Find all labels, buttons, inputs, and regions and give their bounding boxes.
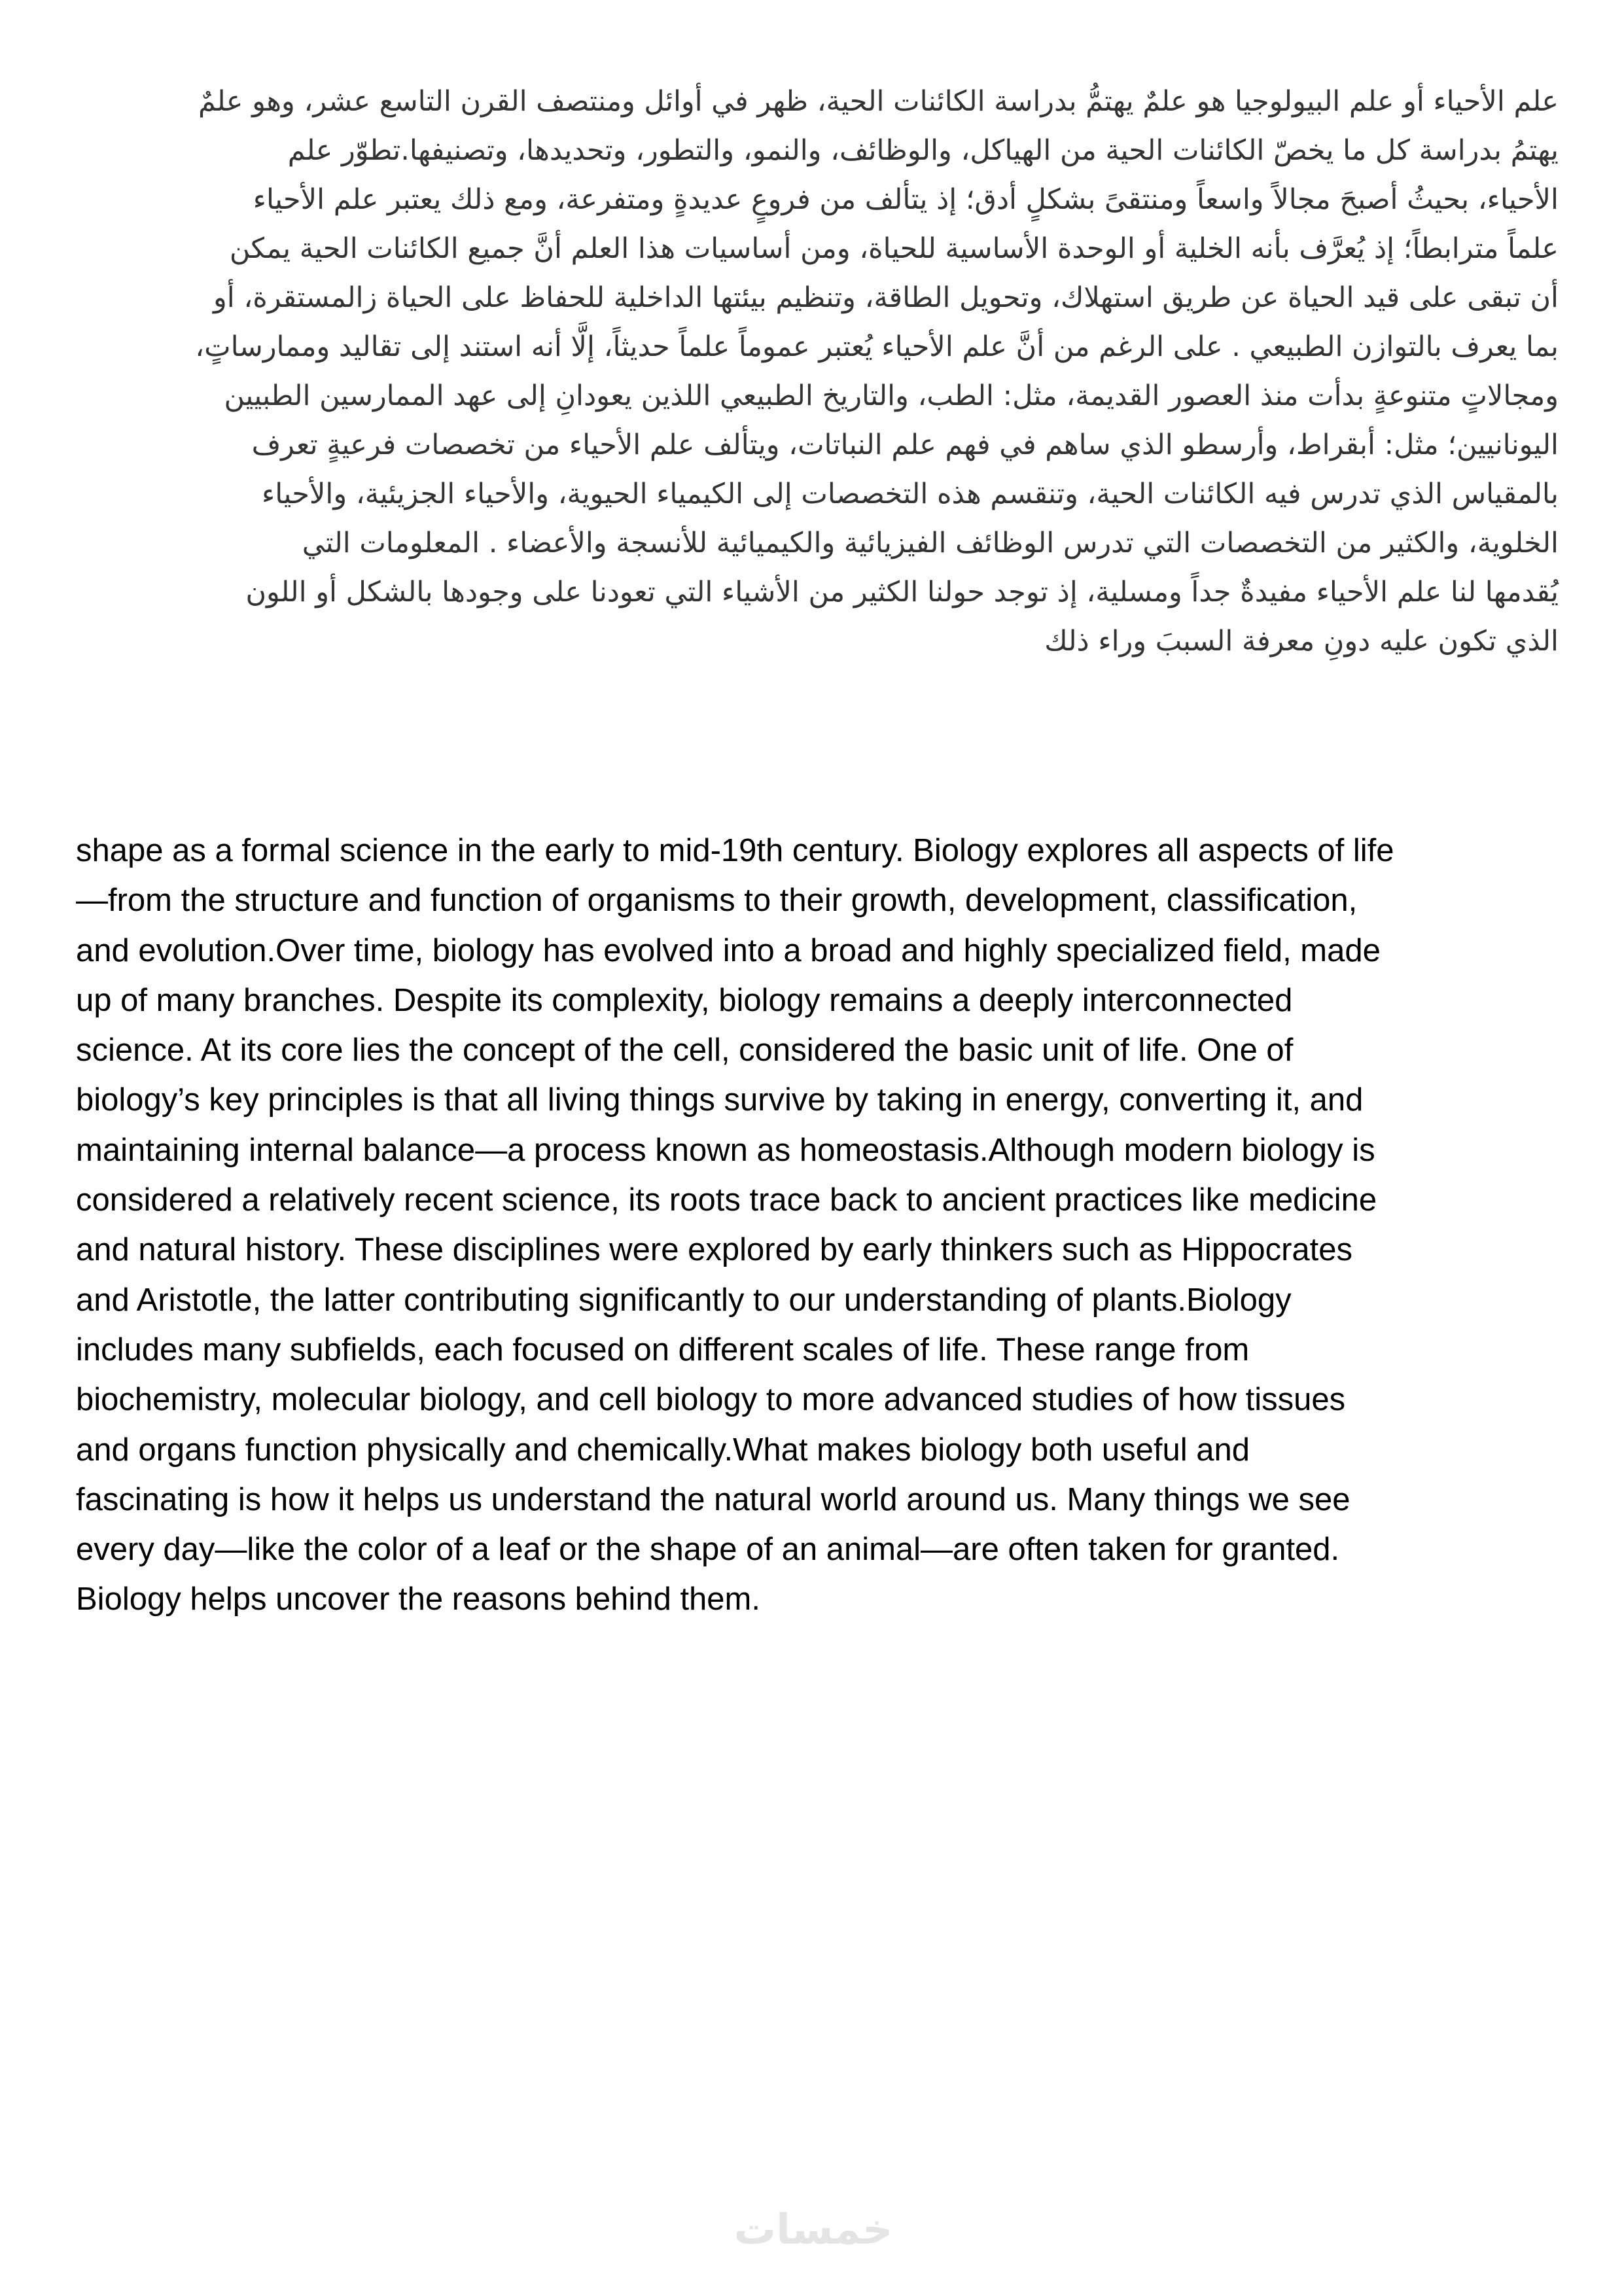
arabic-line: علم الأحياء أو علم البيولوجيا هو علمٌ يهتمُّ بدراسة الكائنات الحية، ظهر في أوائل ومنتصف القرن التاسع عشر، وهو علمٌ [198, 85, 1559, 118]
english-line: —from the structure and function of organisms to their growth, development, classification, [76, 883, 1358, 919]
english-line: Biology helps uncover the reasons behind them. [76, 1581, 760, 1617]
arabic-line: اليونانيين؛ مثل: أبقراط، وأرسطو الذي ساهم في فهم علم النباتات، ويتألف علم الأحياء من تخصصات فرعيةٍ تعرف [251, 429, 1559, 461]
english-line: fascinating is how it helps us understand the natural world around us. Many things we see [76, 1481, 1350, 1517]
arabic-paragraph [73, 77, 1559, 666]
arabic-line: علماً مترابطاً؛ إذ يُعرَّف بأنه الخلية أو الوحدة الأساسية للحياة، ومن أساسيات هذا العلم أنَّ جميع الكائنات الحية يمكن [229, 232, 1559, 265]
english-line: biology’s key principles is that all living things survive by taking in energy, converting it, and [76, 1082, 1364, 1118]
english-line: includes many subfields, each focused on different scales of life. These range from [76, 1332, 1250, 1368]
arabic-line: يهتمُ بدراسة كل ما يخصّ الكائنات الحية من الهياكل، والوظائف، والنمو، والتطور، وتحديدها، وتصنيفها.تطوّر علم [287, 134, 1559, 167]
arabic-line: الخلوية، والكثير من التخصصات التي تدرس الوظائف الفيزيائية والكيميائية للأنسجة والأعضاء . المعلومات التي [302, 527, 1559, 559]
arabic-line: أن تبقى على قيد الحياة عن طريق استهلاك، وتحويل الطاقة، وتنظيم بيئتها الداخلية للحفاظ على الحياة زالمستقرة، أو [213, 281, 1559, 314]
arabic-line: بما يعرف بالتوازن الطبيعي . على الرغم من أنَّ علم الأحياء يُعتبر عموماً علماً حديثاً، إلَّا أنه استند إلى تقاليد وممارساتٍ، [195, 330, 1559, 363]
arabic-line: الذي تكون عليه دونِ معرفة السببَ وراء ذلك [1044, 625, 1559, 658]
english-line: considered a relatively recent science, its roots trace back to ancient practices like medicine [76, 1182, 1377, 1218]
english-line: and evolution.Over time, biology has evolved into a broad and highly specialized field, made [76, 932, 1381, 968]
english-line: up of many branches. Despite its complexity, biology remains a deeply interconnected [76, 982, 1293, 1018]
english-line: science. At its core lies the concept of the cell, considered the basic unit of life. One of [76, 1033, 1294, 1069]
english-line: maintaining internal balance—a process known as homeostasis.Although modern biology is [76, 1132, 1375, 1168]
english-line: and organs function physically and chemically.What makes biology both useful and [76, 1432, 1250, 1468]
khamsat-watermark-logo: خمسات [733, 2206, 893, 2254]
english-line: biochemistry, molecular biology, and cell biology to more advanced studies of how tissues [76, 1382, 1346, 1418]
english-line: and Aristotle, the latter contributing significantly to our understanding of plants.Biology [76, 1282, 1292, 1318]
english-paragraph [76, 826, 1555, 1625]
arabic-line: الأحياء، بحيثُ أصبحَ مجالاً واسعاً ومنتقىً بشكلٍ أدق؛ إذ يتألف من فروعٍ عديدةٍ ومتفرعة، ومع ذلك يعتبر علم الأحياء [253, 183, 1559, 216]
english-line: and natural history. These disciplines were explored by early thinkers such as Hippocrates [76, 1232, 1353, 1268]
english-line: every day—like the color of a leaf or the shape of an animal—are often taken for granted. [76, 1532, 1340, 1568]
arabic-line: يُقدمها لنا علم الأحياء مفيدةٌ جداً ومسلية، إذ توجد حولنا الكثير من الأشياء التي تعودنا على وجودها بالشكل أو اللون [245, 576, 1559, 609]
english-line: shape as a formal science in the early to mid-19th century. Biology explores all aspects of life [76, 833, 1394, 868]
arabic-line: ومجالاتٍ متنوعةٍ بدأت منذ العصور القديمة، مثل: الطب، والتاريخ الطبيعي اللذين يعودانِ إلى عهد الممارسين الطبيين [224, 380, 1559, 412]
arabic-line: بالمقياس الذي تدرس فيه الكائنات الحية، وتنقسم هذه التخصصات إلى الكيمياء الحيوية، والأحياء الجزيئية، والأحياء [262, 478, 1559, 510]
